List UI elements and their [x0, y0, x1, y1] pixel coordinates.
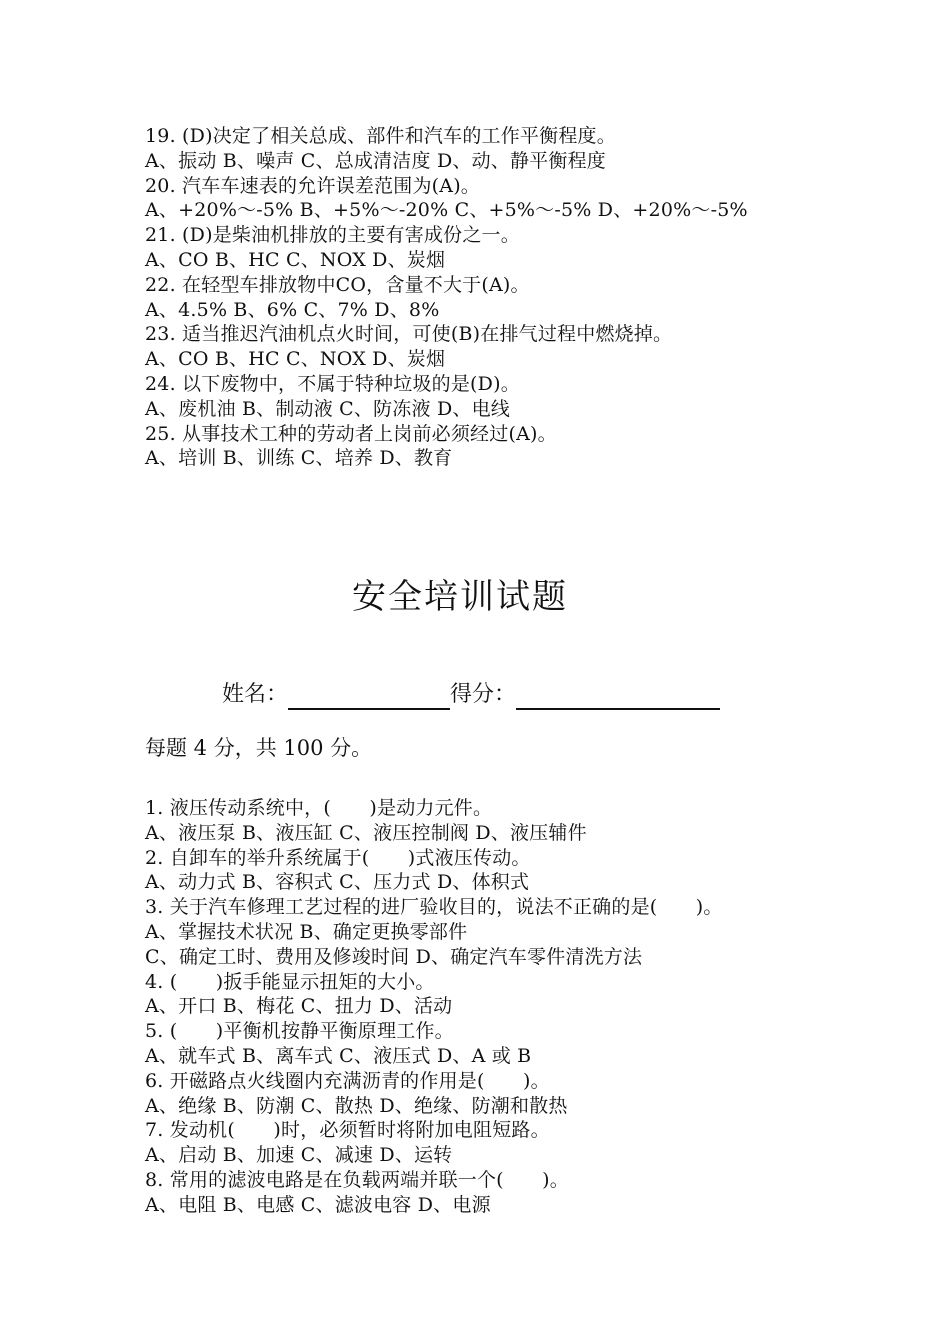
options-line: A、液压泵 B、液压缸 C、液压控制阀 D、液压辅件: [145, 821, 587, 844]
options-line: A、CO B、HC C、NOX D、炭烟: [145, 348, 446, 371]
exam-questions-section: [145, 796, 865, 1218]
options-line: A、振动 B、噪声 C、总成清洁度 D、动、静平衡程度: [145, 149, 606, 172]
question-line: 2. 自卸车的举升系统属于( )式液压传动。: [145, 846, 531, 869]
options-line: A、掌握技术状况 B、确定更换零部件: [145, 920, 468, 943]
question-line: 7. 发动机( )时，必须暂时将附加电阻短路。: [145, 1119, 550, 1142]
options-line: A、绝缘 B、防潮 C、散热 D、绝缘、防潮和散热: [145, 1094, 568, 1117]
exam-title: 安全培训试题: [352, 577, 568, 617]
name-score-row: [222, 680, 720, 710]
question-line: 25. 从事技术工种的劳动者上岗前必须经过(A)。: [145, 422, 557, 445]
question-line: 6. 开磁路点火线圈内充满沥青的作用是( )。: [145, 1069, 550, 1092]
options-line: A、开口 B、梅花 C、扭力 D、活动: [145, 995, 453, 1018]
options-line: A、CO B、HC C、NOX D、炭烟: [145, 248, 446, 271]
question-line: 5. ( )平衡机按静平衡原理工作。: [145, 1020, 454, 1043]
question-line: 8. 常用的滤波电路是在负载两端并联一个( )。: [145, 1168, 569, 1191]
options-line: C、确定工时、费用及修竣时间 D、确定汽车零件清洗方法: [145, 945, 643, 968]
options-line: A、4.5% B、6% C、7% D、8%: [145, 298, 440, 321]
options-line: A、就车式 B、离车式 C、液压式 D、A 或 B: [145, 1044, 532, 1067]
options-line: A、+20%～-5% B、+5%～-20% C、+5%～-5% D、+20%～-5%: [145, 199, 748, 222]
question-line: 4. ( )扳手能显示扭矩的大小。: [145, 970, 435, 993]
name-label: 姓名：: [222, 682, 289, 707]
score-label: 得分：: [450, 682, 517, 707]
question-line: 20. 汽车车速表的允许误差范围为(A)。: [145, 174, 481, 197]
score-note: 每题 4 分，共 100 分。: [145, 736, 373, 760]
question-line: 3. 关于汽车修理工艺过程的进厂验收目的，说法不正确的是( )。: [145, 896, 723, 919]
score-blank-field[interactable]: [516, 682, 720, 710]
question-line: 21. (D)是柴油机排放的主要有害成份之一。: [145, 224, 520, 247]
question-line: 1. 液压传动系统中，( )是动力元件。: [145, 797, 493, 819]
name-blank-field[interactable]: [288, 682, 450, 710]
options-line: A、培训 B、训练 C、培养 D、教育: [145, 447, 453, 470]
question-line: 24. 以下废物中，不属于特种垃圾的是(D)。: [145, 372, 520, 395]
question-line: 19. (D)决定了相关总成、部件和汽车的工作平衡程度。: [145, 125, 616, 147]
options-line: A、废机油 B、制动液 C、防冻液 D、电线: [145, 397, 510, 420]
question-line: 22. 在轻型车排放物中CO，含量不大于(A)。: [145, 273, 530, 296]
options-line: A、电阻 B、电感 C、滤波电容 D、电源: [145, 1193, 491, 1216]
options-line: A、动力式 B、容积式 C、压力式 D、体积式: [145, 871, 530, 894]
previous-questions-section: [145, 124, 865, 471]
question-line: 23. 适当推迟汽油机点火时间，可使(B)在排气过程中燃烧掉。: [145, 323, 673, 346]
options-line: A、启动 B、加速 C、减速 D、运转: [145, 1144, 453, 1167]
